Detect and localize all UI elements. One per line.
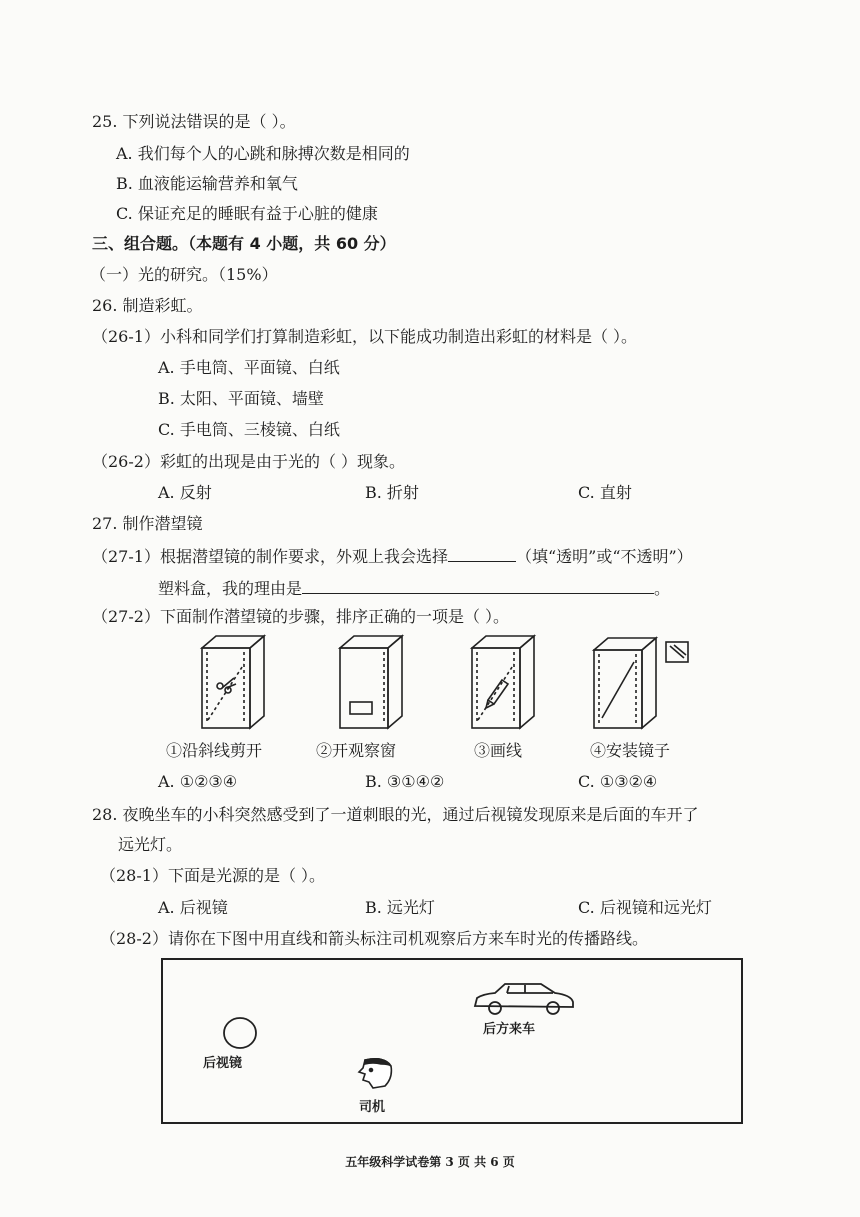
q26-2-option-b: B. 折射 [365,483,419,502]
q27-title: 27. 制作潜望镜 [92,514,203,533]
step1-cut-figure [198,634,270,730]
q27-1-text-b: （填“透明”或“不透明”） [515,547,693,566]
reason-answer-blank[interactable] [302,578,654,594]
step3-caption: ③画线 [474,741,523,760]
q26-1-option-c: C. 手电筒、三棱镜、白纸 [158,420,340,439]
q26-2-stem: （26-2）彩虹的出现是由于光的（ ）现象。 [92,452,406,471]
step2-caption: ②开观察窗 [316,741,397,760]
mirror-icon [220,1016,260,1050]
step4-mirror-figure [590,634,700,730]
q27-2-stem: （27-2）下面制作潜望镜的步骤，排序正确的一项是（ ）。 [92,607,510,626]
step2-window-figure [336,634,408,730]
step3-draw-figure [468,634,540,730]
q25-option-a: A. 我们每个人的心跳和脉搏次数是相同的 [116,144,410,163]
step4-caption: ④安装镜子 [590,741,671,760]
q26-1-option-b: B. 太阳、平面镜、墙壁 [158,389,324,408]
q26-2-option-a: A. 反射 [158,483,212,502]
q26-1-stem: （26-1）小科和同学们打算制造彩虹，以下能成功制造出彩虹的材料是（ ）。 [92,327,638,346]
q27-1-line2 [158,578,670,599]
q25-stem: 25. 下列说法错误的是（ ）。 [92,112,296,131]
q27-1-text-d: 。 [654,579,671,598]
q26-1-option-a: A. 手电筒、平面镜、白纸 [158,358,340,377]
q28-1-option-a: A. 后视镜 [158,898,228,917]
q27-1-text-c: 塑料盒，我的理由是 [158,579,303,598]
q27-1-line1 [92,546,693,567]
car-label: 后方来车 [483,1022,536,1037]
q27-2-option-a: A. ①②③④ [158,772,238,791]
page-footer: 五年级科学试卷第 3 页 共 6 页 [345,1155,515,1169]
step1-caption: ①沿斜线剪开 [166,741,263,760]
q28-1-option-c: C. 后视镜和远光灯 [578,898,712,917]
q26-2-option-c: C. 直射 [578,483,632,502]
q27-2-option-b: B. ③①④② [365,772,445,791]
section-title: 三、组合题。（本题有 4 小题，共 60 分） [92,234,396,253]
q28-1-option-b: B. 远光灯 [365,898,435,917]
q25-option-b: B. 血液能运输营养和氧气 [116,174,298,193]
car-icon [469,980,579,1018]
q25-option-c: C. 保证充足的睡眠有益于心脏的健康 [116,204,378,223]
q28-stem-line2: 远光灯。 [118,835,183,854]
transparency-answer-blank[interactable] [448,546,516,562]
part1-title: （一）光的研究。（15%） [90,265,278,284]
q28-1-stem: （28-1）下面是光源的是（ ）。 [100,866,326,885]
q28-stem-line1: 28. 夜晚坐车的小科突然感受到了一道刺眼的光，通过后视镜发现原来是后面的车开了 [92,805,699,824]
q28-2-stem: （28-2）请你在下图中用直线和箭头标注司机观察后方来车时光的传播路线。 [100,929,648,948]
mirror-label: 后视镜 [203,1056,243,1071]
light-path-diagram[interactable] [161,958,743,1124]
driver-icon [351,1056,399,1092]
q27-1-text-a: （27-1）根据潜望镜的制作要求，外观上我会选择 [92,547,448,566]
q27-2-option-c: C. ①③②④ [578,772,658,791]
q26-title: 26. 制造彩虹。 [92,296,203,315]
driver-label: 司机 [359,1100,386,1115]
